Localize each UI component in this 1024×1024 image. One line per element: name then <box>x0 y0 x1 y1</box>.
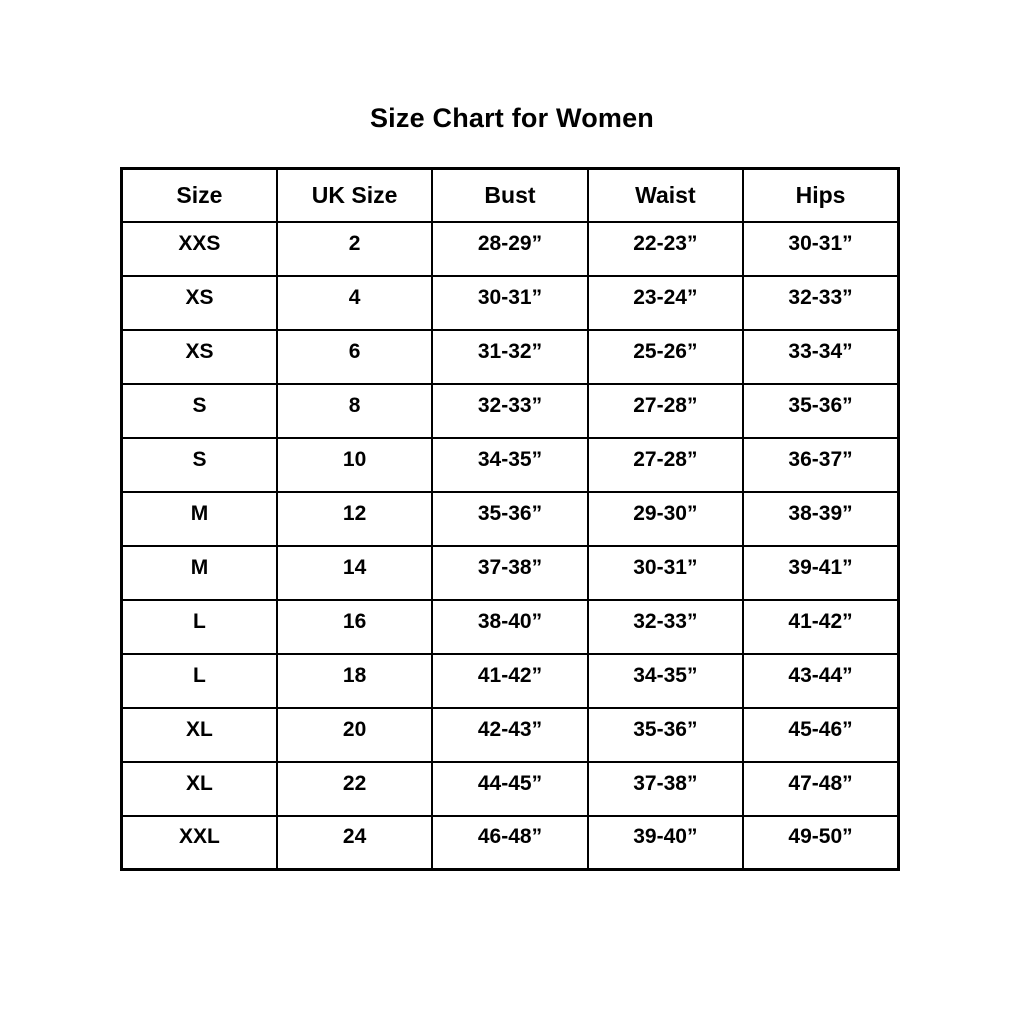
table-cell: 39-40” <box>588 816 743 870</box>
table-cell: 35-36” <box>743 384 898 438</box>
column-header: UK Size <box>277 169 432 222</box>
table-cell: 4 <box>277 276 432 330</box>
table-cell: XL <box>122 708 277 762</box>
table-cell: 49-50” <box>743 816 898 870</box>
table-cell: 38-39” <box>743 492 898 546</box>
header-row <box>122 169 899 222</box>
table-cell: 43-44” <box>743 654 898 708</box>
table-cell: 34-35” <box>588 654 743 708</box>
table-cell: S <box>122 438 277 492</box>
column-header: Size <box>122 169 277 222</box>
column-header: Bust <box>432 169 587 222</box>
table-row <box>122 762 899 816</box>
table-cell: 36-37” <box>743 438 898 492</box>
table-row <box>122 654 899 708</box>
table-cell: 34-35” <box>432 438 587 492</box>
table-cell: L <box>122 600 277 654</box>
table-cell: 22 <box>277 762 432 816</box>
table-cell: 16 <box>277 600 432 654</box>
table-row <box>122 384 899 438</box>
table-cell: 6 <box>277 330 432 384</box>
table-cell: 41-42” <box>432 654 587 708</box>
table-cell: XS <box>122 330 277 384</box>
table-cell: XXL <box>122 816 277 870</box>
table-row <box>122 276 899 330</box>
table-cell: 12 <box>277 492 432 546</box>
table-cell: 46-48” <box>432 816 587 870</box>
page-title: Size Chart for Women <box>369 103 655 133</box>
table-cell: 37-38” <box>432 546 587 600</box>
table-row <box>122 438 899 492</box>
table-cell: L <box>122 654 277 708</box>
table-cell: 27-28” <box>588 438 743 492</box>
column-header: Waist <box>588 169 743 222</box>
table-cell: 32-33” <box>432 384 587 438</box>
table-body <box>122 222 899 870</box>
table-cell: 30-31” <box>432 276 587 330</box>
table-row <box>122 816 899 870</box>
table-cell: 27-28” <box>588 384 743 438</box>
table-row <box>122 330 899 384</box>
table-cell: 23-24” <box>588 276 743 330</box>
table-cell: 37-38” <box>588 762 743 816</box>
table-cell: 47-48” <box>743 762 898 816</box>
table-head <box>122 169 899 222</box>
table-row <box>122 222 899 276</box>
table-row <box>122 600 899 654</box>
table-cell: 33-34” <box>743 330 898 384</box>
table-cell: 10 <box>277 438 432 492</box>
table-cell: 30-31” <box>743 222 898 276</box>
table-cell: 20 <box>277 708 432 762</box>
table-cell: XXS <box>122 222 277 276</box>
table-row <box>122 546 899 600</box>
table-cell: 35-36” <box>432 492 587 546</box>
table-cell: 25-26” <box>588 330 743 384</box>
table-cell: XS <box>122 276 277 330</box>
table-cell: 39-41” <box>743 546 898 600</box>
table-cell: 32-33” <box>588 600 743 654</box>
table-cell: M <box>122 492 277 546</box>
table-cell: S <box>122 384 277 438</box>
table-cell: 42-43” <box>432 708 587 762</box>
table-cell: 28-29” <box>432 222 587 276</box>
table-cell: 38-40” <box>432 600 587 654</box>
table-cell: XL <box>122 762 277 816</box>
table-cell: 31-32” <box>432 330 587 384</box>
table-row <box>122 708 899 762</box>
table-cell: 41-42” <box>743 600 898 654</box>
table-cell: M <box>122 546 277 600</box>
table-cell: 35-36” <box>588 708 743 762</box>
table-cell: 2 <box>277 222 432 276</box>
table-row <box>122 492 899 546</box>
column-header: Hips <box>743 169 898 222</box>
table-cell: 44-45” <box>432 762 587 816</box>
table-cell: 45-46” <box>743 708 898 762</box>
table-cell: 8 <box>277 384 432 438</box>
table-cell: 22-23” <box>588 222 743 276</box>
table-cell: 30-31” <box>588 546 743 600</box>
table-cell: 24 <box>277 816 432 870</box>
size-chart-table <box>120 167 900 871</box>
table-cell: 18 <box>277 654 432 708</box>
table-cell: 32-33” <box>743 276 898 330</box>
table-cell: 29-30” <box>588 492 743 546</box>
table-cell: 14 <box>277 546 432 600</box>
